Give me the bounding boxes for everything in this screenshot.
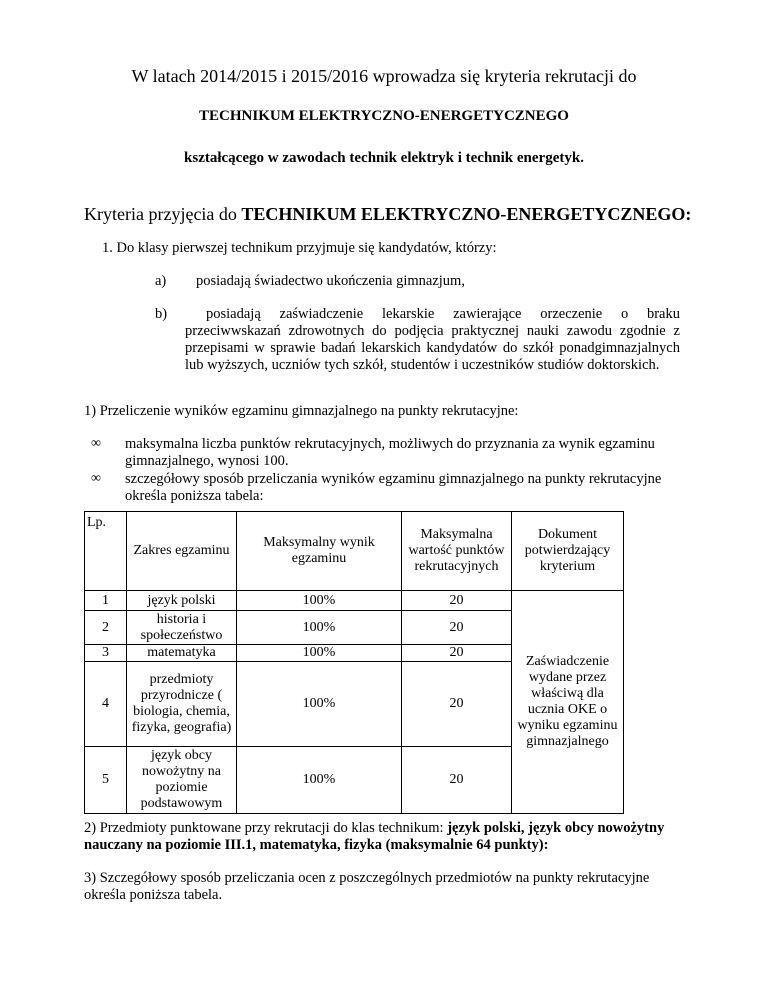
row-2-points: 20 [402,611,512,645]
item-b-paragraph: posiadają zaświadczenie lekarskie zawierające orzeczenie o braku przeciwwskazań zdrowotnych do podjęcia praktycznej nauki zawodu zgodnie z przepisami w sprawie badań lekarskich kandydatów do szkół ponadgimnazjalnych lub wyższych, uczniów tych szkół, studentów i uczestników studiów doktorskich. [185,306,680,373]
item-a-label: a) [155,273,167,289]
table-header-row [85,512,624,591]
section-3-text: 3) Szczegółowy sposób przeliczania ocen z poszczególnych przedmiotów na punkty rekrutacyjne określa poniższa tabela. [84,870,650,903]
row-3-max: 100% [237,645,402,662]
section-2-prefix: 2) Przedmioty punktowane przy rekrutacji do klas technikum: [84,820,448,836]
section-2-text [84,820,694,854]
page-title-school: TECHNIKUM ELEKTRYCZNO-ENERGETYCZNEGO [199,108,569,124]
row-4-scope: przedmioty przyrodnicze ( biologia, chemia, fizyka, geografia) [127,662,237,747]
row-5-lp: 5 [85,747,127,814]
item-a-text: posiadają świadectwo ukończenia gimnazjum, [196,273,465,289]
row-2-max: 100% [237,611,402,645]
bullet-text-2: szczegółowy sposób przeliczania wyników egzaminu gimnazjalnego na punkty rekrutacyjne określa poniższa tabela: [125,471,662,504]
section-2-subjects: język polski, język obcy nowożytny nauczany na poziomie III.1, matematyka, fizyka (maksymalnie 64 punkty): [84,820,665,853]
row-3-points: 20 [402,645,512,662]
row-5-points: 20 [402,747,512,814]
bullet-symbol-1: ∞ [91,436,101,451]
item-b-text [185,306,680,374]
row-1-scope: język polski [127,591,237,611]
conversion-heading: 1) Przeliczenie wyników egzaminu gimnazjalnego na punkty rekrutacyjne: [84,403,519,419]
criteria-heading-school: TECHNIKUM ELEKTRYCZNO-ENERGETYCZNEGO: [241,204,692,224]
row-4-max: 100% [237,662,402,747]
item-b-label: b) [155,306,168,322]
row-3-scope: matematyka [127,645,237,662]
bullet-symbol-2: ∞ [91,471,101,486]
header-document: Dokument potwierdzający kryterium [512,512,624,591]
page-title-professions: kształcącego w zawodach technik elektryk i technik energetyk. [184,150,584,166]
criteria-heading [84,204,691,225]
bullet-text-1: maksymalna liczba punktów rekrutacyjnych, możliwych do przyznania za wynik egzaminu gimnazjalnego, wynosi 100. [125,436,655,469]
row-4-points: 20 [402,662,512,747]
header-scope: Zakres egzaminu [127,512,237,591]
row-2-scope: historia i społeczeństwo [127,611,237,645]
row-5-scope: język obcy nowożytny na poziomie podstawowym [127,747,237,814]
page-title-line1: W latach 2014/2015 i 2015/2016 wprowadza się kryteria rekrutacji do [131,66,637,86]
criteria-heading-prefix: Kryteria przyjęcia do [84,204,242,224]
row-1-points: 20 [402,591,512,611]
item-1-text: 1. Do klasy pierwszej technikum przyjmuje się kandydatów, którzy: [102,240,497,256]
table-row [85,591,624,611]
row-4-lp: 4 [85,662,127,747]
header-max-points: Maksymalna wartość punktów rekrutacyjnych [402,512,512,591]
row-3-lp: 3 [85,645,127,662]
exam-points-table [84,511,624,814]
row-2-lp: 2 [85,611,127,645]
row-5-max: 100% [237,747,402,814]
header-lp: Lp. [85,512,127,591]
row-1-lp: 1 [85,591,127,611]
header-max-result: Maksymalny wynik egzaminu [237,512,402,591]
document-cell: Zaświadczenie wydane przez właściwą dla ucznia OKE o wyniku egzaminu gimnazjalnego [512,591,624,814]
row-1-max: 100% [237,591,402,611]
